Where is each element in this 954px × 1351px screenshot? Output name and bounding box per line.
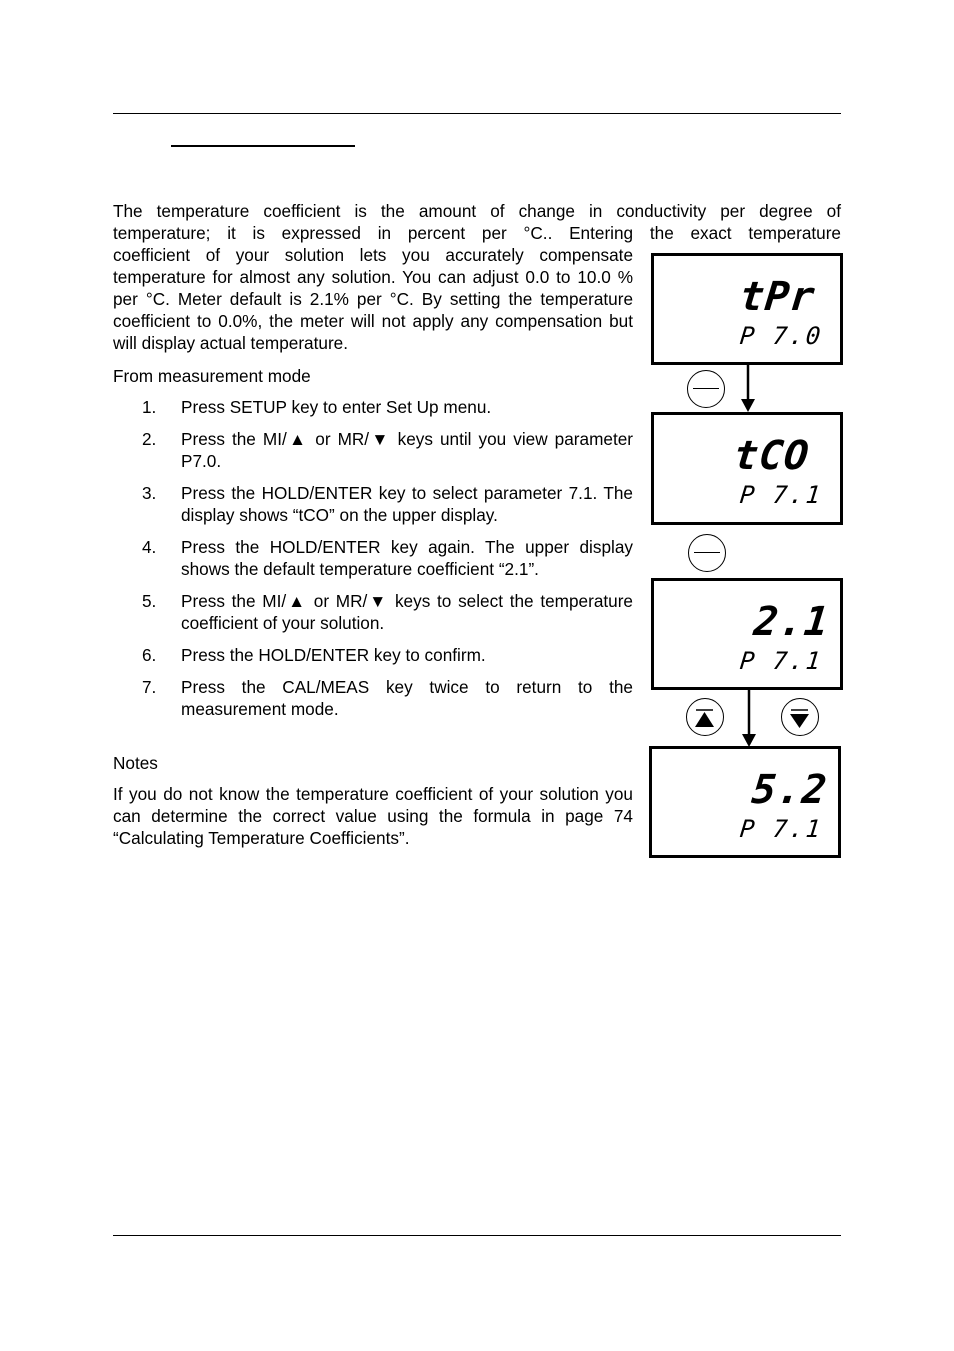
step-item bbox=[113, 676, 633, 720]
header-rule bbox=[113, 113, 841, 114]
flow-arrow-2 bbox=[739, 690, 759, 748]
intro-paragraph-top bbox=[113, 200, 841, 244]
lcd-lower-readout: P 7.1 bbox=[738, 815, 824, 843]
enter-button-icon bbox=[687, 370, 725, 408]
step-text: Press SETUP key to enter Set Up menu. bbox=[181, 397, 492, 417]
step-number: 4. bbox=[142, 537, 157, 557]
step-item bbox=[113, 428, 633, 472]
lcd-display-3 bbox=[651, 578, 843, 690]
flow-arrow-1 bbox=[738, 365, 758, 413]
intro-paragraph: coefficient of your solution lets you accurately compensate temperature for almost any solution. You can adjust 0.0 to 10.0 % per °C. Meter default is 2.1% per °C. By setting the temperature coefficient to 0.0%, the meter will not apply any compensation but will display actual temperature. bbox=[113, 245, 633, 353]
step-number: 5. bbox=[142, 591, 157, 611]
intro-line: temperature; it is expressed in percent per °C.. Entering the exact temperature bbox=[113, 223, 841, 243]
step-number: 7. bbox=[142, 677, 157, 697]
down-arrow-button-icon bbox=[781, 698, 819, 736]
step-item bbox=[113, 644, 633, 666]
section-heading-underline bbox=[171, 145, 355, 147]
step-text: Press the HOLD/ENTER key to select parameter 7.1. The display shows “tCO” on the upper display. bbox=[181, 483, 633, 525]
lcd-upper-readout: 5.2 bbox=[749, 767, 830, 813]
step-item bbox=[113, 396, 633, 418]
enter-button-icon bbox=[688, 534, 726, 572]
step-text: Press the HOLD/ENTER key to confirm. bbox=[181, 645, 486, 665]
lcd-upper-readout: 2.1 bbox=[751, 599, 832, 645]
up-arrow-button-icon bbox=[686, 698, 724, 736]
step-item bbox=[113, 482, 633, 526]
lcd-lower-readout: P 7.1 bbox=[738, 647, 824, 675]
step-number: 1. bbox=[142, 397, 157, 417]
lcd-display-4 bbox=[649, 746, 841, 858]
step-text: Press the CAL/MEAS key twice to return to the measurement mode. bbox=[181, 677, 633, 719]
footer-rule bbox=[113, 1235, 841, 1236]
from-mode-label: From measurement mode bbox=[113, 366, 311, 386]
intro-line: The temperature coefficient is the amount of change in conductivity per degree of bbox=[113, 201, 841, 221]
step-text: Press the MI/▲ or MR/▼ keys to select the temperature coefficient of your solution. bbox=[181, 591, 633, 633]
lcd-upper-readout: tCO bbox=[731, 433, 812, 479]
step-text: Press the HOLD/ENTER key again. The upper display shows the default temperature coefficient “2.1”. bbox=[181, 537, 633, 579]
lcd-display-2 bbox=[651, 412, 843, 525]
lcd-lower-readout: P 7.0 bbox=[738, 322, 824, 350]
step-item bbox=[113, 536, 633, 580]
step-number: 3. bbox=[142, 483, 157, 503]
step-text: Press the MI/▲ or MR/▼ keys until you view parameter P7.0. bbox=[181, 429, 633, 471]
lcd-upper-readout: tPr bbox=[737, 274, 818, 320]
step-number: 2. bbox=[142, 429, 157, 449]
lcd-lower-readout: P 7.1 bbox=[738, 481, 824, 509]
step-number: 6. bbox=[142, 645, 157, 665]
lcd-display-1 bbox=[651, 253, 843, 365]
steps-list bbox=[113, 396, 633, 730]
step-item bbox=[113, 590, 633, 634]
notes-paragraph: If you do not know the temperature coefficient of your solution you can determine the correct value using the formula in page 74 “Calculating Temperature Coefficients”. bbox=[113, 784, 633, 848]
notes-label: Notes bbox=[113, 753, 158, 773]
